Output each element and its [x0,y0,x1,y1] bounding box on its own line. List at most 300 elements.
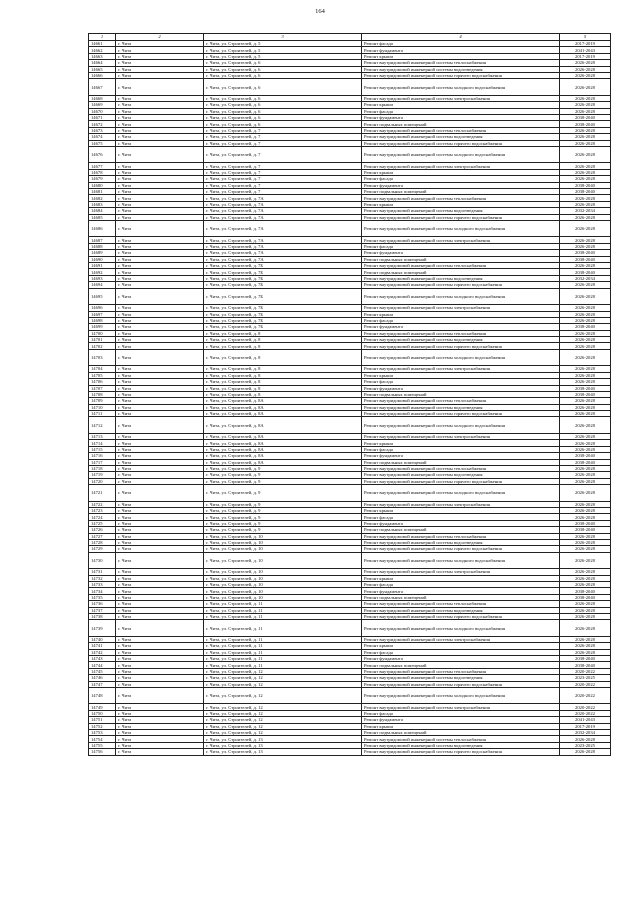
work-type-cell: Ремонт подвальных помещений [362,459,560,465]
column-number-5: 5 [560,34,611,41]
municipality-cell: г. Чита [116,582,204,588]
period-cell: 2038-2040 [560,453,611,459]
address-cell: г. Чита, ул. Строителей, д. 12 [204,704,362,710]
address-cell: г. Чита, ул. Строителей, д. 11 [204,636,362,642]
municipality-cell: г. Чита [116,656,204,662]
period-cell: 2026-2028 [560,569,611,575]
municipality-cell: г. Чита [116,588,204,594]
work-type-cell: Ремонт фасада [362,379,560,385]
row-number-cell: 14696 [89,305,116,311]
municipality-cell: г. Чита [116,305,204,311]
row-number-cell: 14716 [89,453,116,459]
row-number-cell: 14745 [89,668,116,674]
row-number-cell: 14697 [89,311,116,317]
municipality-cell: г. Чита [116,288,204,305]
municipality-cell: г. Чита [116,391,204,397]
period-cell: 2026-2028 [560,108,611,114]
municipality-cell: г. Чита [116,601,204,607]
municipality-cell: г. Чита [116,723,204,729]
municipality-cell: г. Чита [116,539,204,545]
period-cell: 2026-2028 [560,127,611,133]
municipality-cell: г. Чита [116,742,204,748]
address-cell: г. Чита, ул. Строителей, д. 8 [204,391,362,397]
period-cell: 2020-2022 [560,710,611,716]
municipality-cell: г. Чита [116,214,204,220]
address-cell: г. Чита, ул. Строителей, д. 7 [204,169,362,175]
work-type-cell: Ремонт подвальных помещений [362,594,560,600]
address-cell: г. Чита, ул. Строителей, д. 7Б [204,317,362,323]
address-cell: г. Чита, ул. Строителей, д. 12 [204,717,362,723]
municipality-cell: г. Чита [116,643,204,649]
work-type-cell: Ремонт крыши [362,53,560,59]
row-number-cell: 14673 [89,127,116,133]
address-cell: г. Чита, ул. Строителей, д. 7Б [204,305,362,311]
municipality-cell: г. Чита [116,366,204,372]
period-cell: 2038-2040 [560,588,611,594]
row-number-cell: 14710 [89,404,116,410]
row-number-cell: 14674 [89,134,116,140]
address-cell: г. Чита, ул. Строителей, д. 6 [204,60,362,66]
address-cell: г. Чита, ул. Строителей, д. 7А [204,243,362,249]
municipality-cell: г. Чита [116,662,204,668]
work-type-cell: Ремонт внутридомовой инженерной системы электроснабжения [362,569,560,575]
work-type-cell: Ремонт внутридомовой инженерной системы теплоснабжения [362,195,560,201]
address-cell: г. Чита, ул. Строителей, д. 9 [204,465,362,471]
work-type-cell: Ремонт внутридомовой инженерной системы теплоснабжения [362,465,560,471]
municipality-cell: г. Чита [116,134,204,140]
row-number-cell: 14709 [89,398,116,404]
row-number-cell: 14740 [89,636,116,642]
row-number-cell: 14684 [89,208,116,214]
address-cell: г. Чита, ул. Строителей, д. 6 [204,121,362,127]
period-cell: 2026-2028 [560,643,611,649]
municipality-cell: г. Чита [116,243,204,249]
row-number-cell: 14702 [89,343,116,349]
municipality-cell: г. Чита [116,121,204,127]
row-number-cell: 14754 [89,736,116,742]
work-type-cell: Ремонт внутридомовой инженерной системы холодного водоснабжения [362,485,560,502]
period-cell: 2041-2043 [560,47,611,53]
municipality-cell: г. Чита [116,385,204,391]
row-number-cell: 14705 [89,372,116,378]
row-number-cell: 14690 [89,256,116,262]
municipality-cell: г. Чита [116,201,204,207]
row-number-cell: 14699 [89,324,116,330]
period-cell: 2026-2028 [560,440,611,446]
municipality-cell: г. Чита [116,613,204,619]
municipality-cell: г. Чита [116,465,204,471]
period-cell: 2026-2028 [560,398,611,404]
table-row [89,552,611,569]
work-type-cell: Ремонт фундамента [362,656,560,662]
address-cell: г. Чита, ул. Строителей, д. 7А [204,250,362,256]
municipality-cell: г. Чита [116,704,204,710]
row-number-cell: 14723 [89,507,116,513]
work-type-cell: Ремонт внутридомовой инженерной системы водоотведения [362,134,560,140]
period-cell: 2038-2040 [560,269,611,275]
address-cell: г. Чита, ул. Строителей, д. 11 [204,662,362,668]
municipality-cell: г. Чита [116,146,204,163]
municipality-cell: г. Чита [116,569,204,575]
work-type-cell: Ремонт внутридомовой инженерной системы водоотведения [362,607,560,613]
municipality-cell: г. Чита [116,620,204,637]
municipality-cell: г. Чита [116,311,204,317]
row-number-cell: 14703 [89,349,116,366]
row-number-cell: 14744 [89,662,116,668]
address-cell: г. Чита, ул. Строителей, д. 7Б [204,311,362,317]
address-cell: г. Чита, ул. Строителей, д. 6 [204,115,362,121]
address-cell: г. Чита, ул. Строителей, д. 7Б [204,324,362,330]
address-cell: г. Чита, ул. Строителей, д. 10 [204,539,362,545]
address-cell: г. Чита, ул. Строителей, д. 7 [204,127,362,133]
municipality-cell: г. Чита [116,594,204,600]
municipality-cell: г. Чита [116,282,204,288]
period-cell: 2038-2040 [560,656,611,662]
row-number-cell: 14675 [89,140,116,146]
work-type-cell: Ремонт внутридомовой инженерной системы теплоснабжения [362,398,560,404]
municipality-cell: г. Чита [116,636,204,642]
work-type-cell: Ремонт внутридомовой инженерной системы горячего водоснабжения [362,140,560,146]
work-type-cell: Ремонт внутридомовой инженерной системы горячего водоснабжения [362,214,560,220]
work-type-cell: Ремонт крыши [362,723,560,729]
work-type-cell: Ремонт внутридомовой инженерной системы холодного водоснабжения [362,220,560,237]
municipality-cell: г. Чита [116,337,204,343]
address-cell: г. Чита, ул. Строителей, д. 9 [204,507,362,513]
municipality-cell: г. Чита [116,472,204,478]
work-type-cell: Ремонт фундамента [362,520,560,526]
period-cell: 2026-2028 [560,176,611,182]
period-cell: 2038-2040 [560,527,611,533]
municipality-cell: г. Чита [116,220,204,237]
work-type-cell: Ремонт внутридомовой инженерной системы горячего водоснабжения [362,681,560,687]
period-cell: 2026-2028 [560,95,611,101]
work-type-cell: Ремонт внутридомовой инженерной системы водоотведения [362,275,560,281]
municipality-cell: г. Чита [116,343,204,349]
row-number-cell: 14726 [89,527,116,533]
table-body [89,34,611,756]
table-row [89,417,611,434]
period-cell: 2026-2028 [560,507,611,513]
row-number-cell: 14664 [89,60,116,66]
period-cell: 2026-2028 [560,601,611,607]
address-cell: г. Чита, ул. Строителей, д. 12 [204,723,362,729]
row-number-cell: 14669 [89,102,116,108]
municipality-cell: г. Чита [116,60,204,66]
work-type-cell: Ремонт внутридомовой инженерной системы холодного водоснабжения [362,79,560,96]
address-cell: г. Чита, ул. Строителей, д. 12 [204,668,362,674]
period-cell: 2026-2028 [560,134,611,140]
period-cell: 2026-2028 [560,195,611,201]
address-cell: г. Чита, ул. Строителей, д. 8 [204,337,362,343]
municipality-cell: г. Чита [116,169,204,175]
row-number-cell: 14700 [89,330,116,336]
table-row [89,146,611,163]
municipality-cell: г. Чита [116,730,204,736]
address-cell: г. Чита, ул. Строителей, д. 7Б [204,275,362,281]
row-number-cell: 14731 [89,569,116,575]
work-type-cell: Ремонт внутридомовой инженерной системы горячего водоснабжения [362,478,560,484]
address-cell: г. Чита, ул. Строителей, д. 11 [204,643,362,649]
address-cell: г. Чита, ул. Строителей, д. 7Б [204,282,362,288]
period-cell: 2026-2028 [560,575,611,581]
work-type-cell: Ремонт внутридомовой инженерной системы электроснабжения [362,433,560,439]
municipality-cell: г. Чита [116,533,204,539]
work-type-cell: Ремонт внутридомовой инженерной системы теплоснабжения [362,736,560,742]
work-type-cell: Ремонт внутридомовой инженерной системы холодного водоснабжения [362,687,560,704]
work-type-cell: Ремонт фасада [362,243,560,249]
period-cell: 2038-2040 [560,189,611,195]
work-type-cell: Ремонт фасада [362,710,560,716]
address-cell: г. Чита, ул. Строителей, д. 9 [204,514,362,520]
period-cell: 2038-2040 [560,385,611,391]
municipality-cell: г. Чита [116,404,204,410]
work-type-cell: Ремонт внутридомовой инженерной системы теплоснабжения [362,330,560,336]
address-cell: г. Чита, ул. Строителей, д. 7А [204,214,362,220]
work-type-cell: Ремонт внутридомовой инженерной системы водоотведения [362,208,560,214]
address-cell: г. Чита, ул. Строителей, д. 7 [204,146,362,163]
address-cell: г. Чита, ул. Строителей, д. 9 [204,501,362,507]
address-cell: г. Чита, ул. Строителей, д. 8 [204,379,362,385]
address-cell: г. Чита, ул. Строителей, д. 5 [204,53,362,59]
work-type-cell: Ремонт подвальных помещений [362,730,560,736]
table-row [89,485,611,502]
row-number-cell: 14742 [89,649,116,655]
period-cell: 2020-2022 [560,704,611,710]
period-cell: 2026-2028 [560,607,611,613]
period-cell: 2026-2028 [560,330,611,336]
municipality-cell: г. Чита [116,208,204,214]
work-type-cell: Ремонт внутридомовой инженерной системы холодного водоснабжения [362,146,560,163]
address-cell: г. Чита, ул. Строителей, д. 8 [204,343,362,349]
address-cell: г. Чита, ул. Строителей, д. 11 [204,601,362,607]
municipality-cell: г. Чита [116,66,204,72]
work-type-cell: Ремонт внутридомовой инженерной системы электроснабжения [362,163,560,169]
row-number-cell: 14719 [89,472,116,478]
period-cell: 2026-2028 [560,649,611,655]
row-number-cell: 14718 [89,465,116,471]
period-cell: 2026-2028 [560,446,611,452]
work-type-cell: Ремонт крыши [362,507,560,513]
period-cell: 2038-2040 [560,594,611,600]
period-cell: 2038-2040 [560,459,611,465]
period-cell: 2023-2025 [560,742,611,748]
address-cell: г. Чита, ул. Строителей, д. 7 [204,163,362,169]
row-number-cell: 14712 [89,417,116,434]
municipality-cell: г. Чита [116,552,204,569]
work-type-cell: Ремонт крыши [362,575,560,581]
municipality-cell: г. Чита [116,47,204,53]
work-type-cell: Ремонт внутридомовой инженерной системы водоотведения [362,675,560,681]
work-type-cell: Ремонт фасада [362,108,560,114]
address-cell: г. Чита, ул. Строителей, д. 8А [204,459,362,465]
period-cell: 2038-2040 [560,662,611,668]
address-cell: г. Чита, ул. Строителей, д. 8А [204,404,362,410]
work-type-cell: Ремонт внутридомовой инженерной системы водоотведения [362,539,560,545]
work-type-cell: Ремонт подвальных помещений [362,662,560,668]
row-number-cell: 14661 [89,41,116,47]
period-cell: 2026-2028 [560,146,611,163]
work-type-cell: Ремонт подвальных помещений [362,256,560,262]
address-cell: г. Чита, ул. Строителей, д. 12 [204,681,362,687]
address-cell: г. Чита, ул. Строителей, д. 8А [204,453,362,459]
address-cell: г. Чита, ул. Строителей, д. 8А [204,411,362,417]
row-number-cell: 14689 [89,250,116,256]
work-type-cell: Ремонт фасада [362,446,560,452]
period-cell: 2026-2028 [560,433,611,439]
address-cell: г. Чита, ул. Строителей, д. 7Б [204,269,362,275]
period-cell: 2026-2028 [560,201,611,207]
address-cell: г. Чита, ул. Строителей, д. 8 [204,385,362,391]
period-cell: 2020-2022 [560,681,611,687]
row-number-cell: 14739 [89,620,116,637]
address-cell: г. Чита, ул. Строителей, д. 13 [204,736,362,742]
address-cell: г. Чита, ул. Строителей, д. 8 [204,366,362,372]
municipality-cell: г. Чита [116,195,204,201]
period-cell: 2026-2028 [560,478,611,484]
address-cell: г. Чита, ул. Строителей, д. 8А [204,446,362,452]
row-number-cell: 14717 [89,459,116,465]
period-cell: 2026-2028 [560,636,611,642]
row-number-cell: 14751 [89,717,116,723]
work-type-cell: Ремонт фундамента [362,324,560,330]
row-number-cell: 14753 [89,730,116,736]
row-number-cell: 14722 [89,501,116,507]
period-cell: 2026-2028 [560,366,611,372]
row-number-cell: 14727 [89,533,116,539]
row-number-cell: 14750 [89,710,116,716]
row-number-cell: 14756 [89,749,116,755]
row-number-cell: 14741 [89,643,116,649]
work-type-cell: Ремонт внутридомовой инженерной системы холодного водоснабжения [362,552,560,569]
municipality-cell: г. Чита [116,115,204,121]
row-number-cell: 14701 [89,337,116,343]
period-cell: 2026-2028 [560,305,611,311]
work-type-cell: Ремонт внутридомовой инженерной системы теплоснабжения [362,533,560,539]
work-type-cell: Ремонт внутридомовой инженерной системы электроснабжения [362,305,560,311]
municipality-cell: г. Чита [116,182,204,188]
row-number-cell: 14747 [89,681,116,687]
address-cell: г. Чита, ул. Строителей, д. 12 [204,675,362,681]
period-cell: 2026-2028 [560,169,611,175]
municipality-cell: г. Чита [116,607,204,613]
period-cell: 2026-2028 [560,417,611,434]
row-number-cell: 14672 [89,121,116,127]
row-number-cell: 14707 [89,385,116,391]
address-cell: г. Чита, ул. Строителей, д. 9 [204,478,362,484]
work-type-cell: Ремонт внутридомовой инженерной системы водоотведения [362,404,560,410]
period-cell: 2038-2040 [560,520,611,526]
work-type-cell: Ремонт крыши [362,169,560,175]
work-type-cell: Ремонт подвальных помещений [362,189,560,195]
row-number-cell: 14691 [89,263,116,269]
period-cell: 2026-2028 [560,337,611,343]
row-number-cell: 14665 [89,66,116,72]
address-cell: г. Чита, ул. Строителей, д. 5 [204,47,362,53]
table-row [89,620,611,637]
period-cell: 2032-2034 [560,208,611,214]
row-number-cell: 14695 [89,288,116,305]
address-cell: г. Чита, ул. Строителей, д. 7А [204,220,362,237]
address-cell: г. Чита, ул. Строителей, д. 11 [204,656,362,662]
row-number-cell: 14730 [89,552,116,569]
period-cell: 2026-2028 [560,404,611,410]
table-row [89,687,611,704]
row-number-cell: 14737 [89,607,116,613]
work-type-cell: Ремонт фундамента [362,453,560,459]
row-number-cell: 14683 [89,201,116,207]
row-number-cell: 14736 [89,601,116,607]
municipality-cell: г. Чита [116,108,204,114]
address-cell: г. Чита, ул. Строителей, д. 7А [204,256,362,262]
municipality-cell: г. Чита [116,649,204,655]
period-cell: 2032-2034 [560,730,611,736]
row-number-cell: 14688 [89,243,116,249]
period-cell: 2026-2028 [560,214,611,220]
period-cell: 2020-2022 [560,687,611,704]
work-type-cell: Ремонт фундамента [362,717,560,723]
municipality-cell: г. Чита [116,41,204,47]
address-cell: г. Чита, ул. Строителей, д. 13 [204,749,362,755]
period-cell: 2026-2028 [560,620,611,637]
address-cell: г. Чита, ул. Строителей, д. 8 [204,372,362,378]
row-number-cell: 14680 [89,182,116,188]
period-cell: 2026-2028 [560,372,611,378]
work-type-cell: Ремонт внутридомовой инженерной системы горячего водоснабжения [362,282,560,288]
row-number-cell: 14733 [89,582,116,588]
municipality-cell: г. Чита [116,269,204,275]
period-cell: 2038-2040 [560,391,611,397]
row-number-cell: 14671 [89,115,116,121]
period-cell: 2026-2028 [560,472,611,478]
row-number-cell: 14724 [89,514,116,520]
row-number-cell: 14678 [89,169,116,175]
period-cell: 2026-2028 [560,501,611,507]
row-number-cell: 14676 [89,146,116,163]
period-cell: 2038-2040 [560,115,611,121]
period-cell: 2026-2028 [560,282,611,288]
work-type-cell: Ремонт подвальных помещений [362,269,560,275]
period-cell: 2038-2040 [560,324,611,330]
municipality-cell: г. Чита [116,453,204,459]
column-number-1: 1 [89,34,116,41]
work-type-cell: Ремонт внутридомовой инженерной системы водоотведения [362,742,560,748]
period-cell: 2026-2028 [560,349,611,366]
address-cell: г. Чита, ул. Строителей, д. 13 [204,742,362,748]
work-type-cell: Ремонт крыши [362,102,560,108]
address-cell: г. Чита, ул. Строителей, д. 11 [204,649,362,655]
address-cell: г. Чита, ул. Строителей, д. 8А [204,440,362,446]
address-cell: г. Чита, ул. Строителей, д. 6 [204,79,362,96]
municipality-cell: г. Чита [116,398,204,404]
period-cell: 2026-2028 [560,514,611,520]
address-cell: г. Чита, ул. Строителей, д. 6 [204,95,362,101]
period-cell: 2026-2028 [560,163,611,169]
address-cell: г. Чита, ул. Строителей, д. 7А [204,201,362,207]
row-number-cell: 14668 [89,95,116,101]
work-type-cell: Ремонт внутридомовой инженерной системы электроснабжения [362,636,560,642]
work-type-cell: Ремонт внутридомовой инженерной системы электроснабжения [362,95,560,101]
municipality-cell: г. Чита [116,163,204,169]
address-cell: г. Чита, ул. Строителей, д. 7Б [204,263,362,269]
row-number-cell: 14715 [89,446,116,452]
row-number-cell: 14694 [89,282,116,288]
column-number-3: 3 [204,34,362,41]
period-cell: 2026-2028 [560,72,611,78]
municipality-cell: г. Чита [116,53,204,59]
municipality-cell: г. Чита [116,514,204,520]
period-cell: 2023-2025 [560,675,611,681]
work-type-cell: Ремонт внутридомовой инженерной системы горячего водоснабжения [362,613,560,619]
